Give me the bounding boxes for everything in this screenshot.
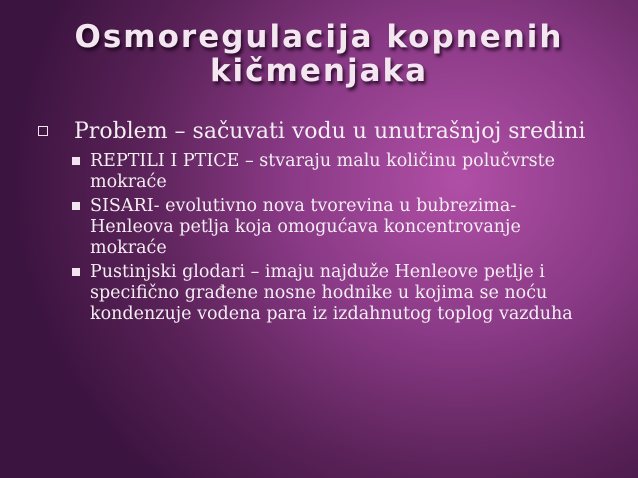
- title-line-2: kičmenjaka: [209, 53, 429, 89]
- sub-bullet-item: [62, 196, 598, 259]
- bullet-item: [38, 118, 598, 145]
- slide-title: [0, 20, 638, 88]
- sub-bullet-item: [62, 151, 598, 193]
- square-bullet-icon: [72, 268, 80, 276]
- title-line-1: Osmoregulacija kopnenih: [74, 19, 564, 55]
- bullet-text: Problem – sačuvati vodu u unutrašnjoj sredini: [74, 119, 586, 144]
- box-bullet-icon: [38, 126, 48, 136]
- sub-bullet-text: Pustinjski glodari – imaju najduže Henleove petlje i specifično građene nosne hodnike u kojima se noću kondenzuje vodena para iz izdahnutog toplog vazduha: [90, 262, 573, 324]
- bullet-list: [38, 118, 598, 328]
- sub-bullet-text: SISARI- evolutivno nova tvorevina u bubrezima- Henleova petlja koja omogućava koncentrovanje mokraće: [90, 196, 521, 258]
- sub-bullet-item: [62, 262, 598, 325]
- square-bullet-icon: [72, 157, 80, 165]
- square-bullet-icon: [72, 202, 80, 210]
- sub-bullet-text: REPTILI I PTICE – stvaraju malu količinu polučvrste mokraće: [90, 151, 555, 192]
